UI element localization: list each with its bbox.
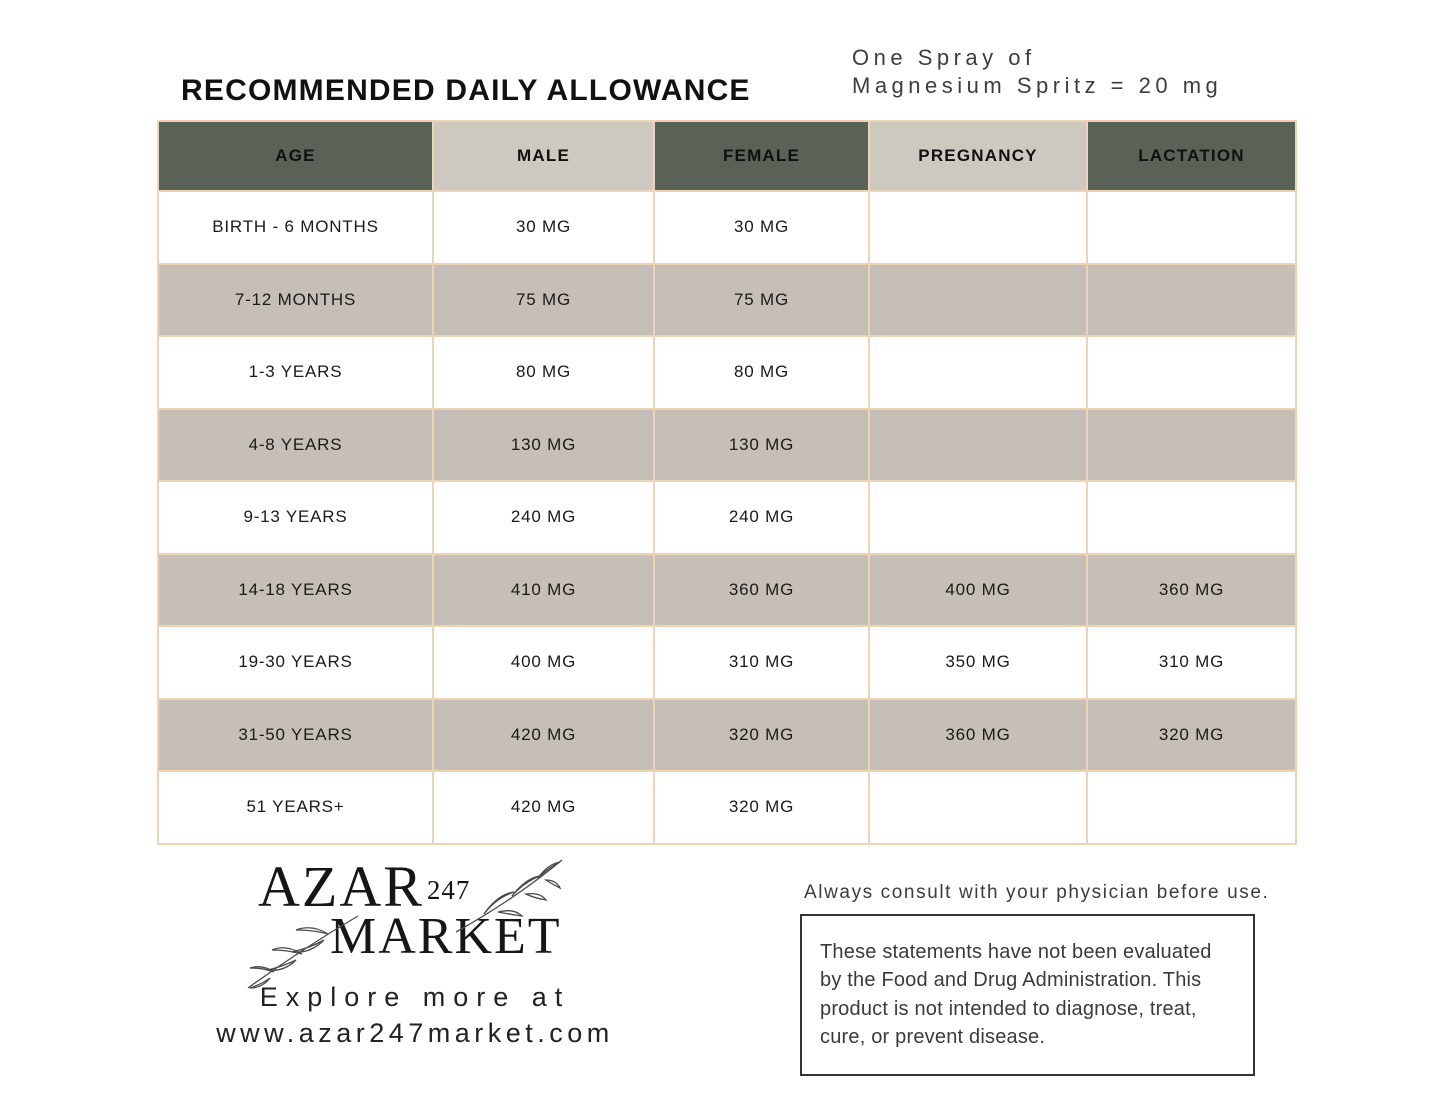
value-cell: 310 MG: [654, 626, 869, 699]
value-cell: 400 MG: [433, 626, 654, 699]
table-row: [158, 771, 1296, 844]
header-age: AGE: [158, 121, 433, 191]
value-cell: 360 MG: [1087, 554, 1296, 627]
header-female: FEMALE: [654, 121, 869, 191]
age-cell: 14-18 YEARS: [158, 554, 433, 627]
value-cell: [869, 336, 1087, 409]
spray-note-line2: Magnesium Spritz = 20 mg: [852, 72, 1223, 98]
explore-text: Explore more at: [259, 982, 571, 1012]
value-cell: 240 MG: [433, 481, 654, 554]
age-cell: 51 YEARS+: [158, 771, 433, 844]
table-row: [158, 336, 1296, 409]
value-cell: [869, 771, 1087, 844]
value-cell: [869, 481, 1087, 554]
age-cell: 9-13 YEARS: [158, 481, 433, 554]
header-male: MALE: [433, 121, 654, 191]
value-cell: 130 MG: [433, 409, 654, 482]
header-lactation: LACTATION: [1087, 121, 1296, 191]
value-cell: [1087, 481, 1296, 554]
age-cell: BIRTH - 6 MONTHS: [158, 191, 433, 264]
table-row: [158, 699, 1296, 772]
consult-physician-note: Always consult with your physician before use.: [804, 882, 1270, 903]
value-cell: 30 MG: [654, 191, 869, 264]
age-cell: 31-50 YEARS: [158, 699, 433, 772]
value-cell: 410 MG: [433, 554, 654, 627]
value-cell: [1087, 336, 1296, 409]
value-cell: 80 MG: [654, 336, 869, 409]
value-cell: 360 MG: [654, 554, 869, 627]
age-cell: 1-3 YEARS: [158, 336, 433, 409]
value-cell: [869, 191, 1087, 264]
value-cell: 420 MG: [433, 699, 654, 772]
value-cell: 75 MG: [654, 264, 869, 337]
value-cell: 400 MG: [869, 554, 1087, 627]
table-row: [158, 554, 1296, 627]
value-cell: 240 MG: [654, 481, 869, 554]
table-row: [158, 264, 1296, 337]
value-cell: 420 MG: [433, 771, 654, 844]
value-cell: 350 MG: [869, 626, 1087, 699]
logo-word: MARKET: [330, 908, 562, 965]
logo-name: AZAR: [258, 854, 424, 919]
age-cell: 4-8 YEARS: [158, 409, 433, 482]
header-row: [158, 121, 1296, 191]
botanical-sprig-icon: [454, 856, 566, 939]
age-cell: 19-30 YEARS: [158, 626, 433, 699]
value-cell: 30 MG: [433, 191, 654, 264]
value-cell: 360 MG: [869, 699, 1087, 772]
value-cell: 75 MG: [433, 264, 654, 337]
logo-number: 247: [426, 875, 471, 905]
table-row: [158, 626, 1296, 699]
page-title: RECOMMENDED DAILY ALLOWANCE: [181, 74, 751, 107]
explore-links: [170, 982, 660, 1049]
table-row: [158, 409, 1296, 482]
value-cell: [1087, 771, 1296, 844]
brand-logo: [258, 854, 588, 965]
value-cell: [1087, 409, 1296, 482]
table-row: [158, 481, 1296, 554]
value-cell: [1087, 264, 1296, 337]
fda-disclaimer-box: These statements have not been evaluated by the Food and Drug Administration. This product is not intended to diagnose, treat, cure, or prevent disease.: [800, 914, 1255, 1076]
value-cell: 320 MG: [654, 771, 869, 844]
value-cell: 310 MG: [1087, 626, 1296, 699]
value-cell: 130 MG: [654, 409, 869, 482]
age-cell: 7-12 MONTHS: [158, 264, 433, 337]
header-pregnancy: PREGNANCY: [869, 121, 1087, 191]
rda-table: [157, 120, 1297, 845]
website-url[interactable]: www.azar247market.com: [216, 1018, 614, 1048]
spray-equivalence-note: [852, 44, 1222, 100]
spray-note-line1: One Spray of: [852, 45, 1036, 70]
table-row: [158, 191, 1296, 264]
value-cell: 320 MG: [654, 699, 869, 772]
value-cell: [869, 264, 1087, 337]
rda-table-body: [158, 191, 1296, 844]
rda-table-header: [158, 121, 1296, 191]
value-cell: 80 MG: [433, 336, 654, 409]
value-cell: 320 MG: [1087, 699, 1296, 772]
value-cell: [869, 409, 1087, 482]
value-cell: [1087, 191, 1296, 264]
